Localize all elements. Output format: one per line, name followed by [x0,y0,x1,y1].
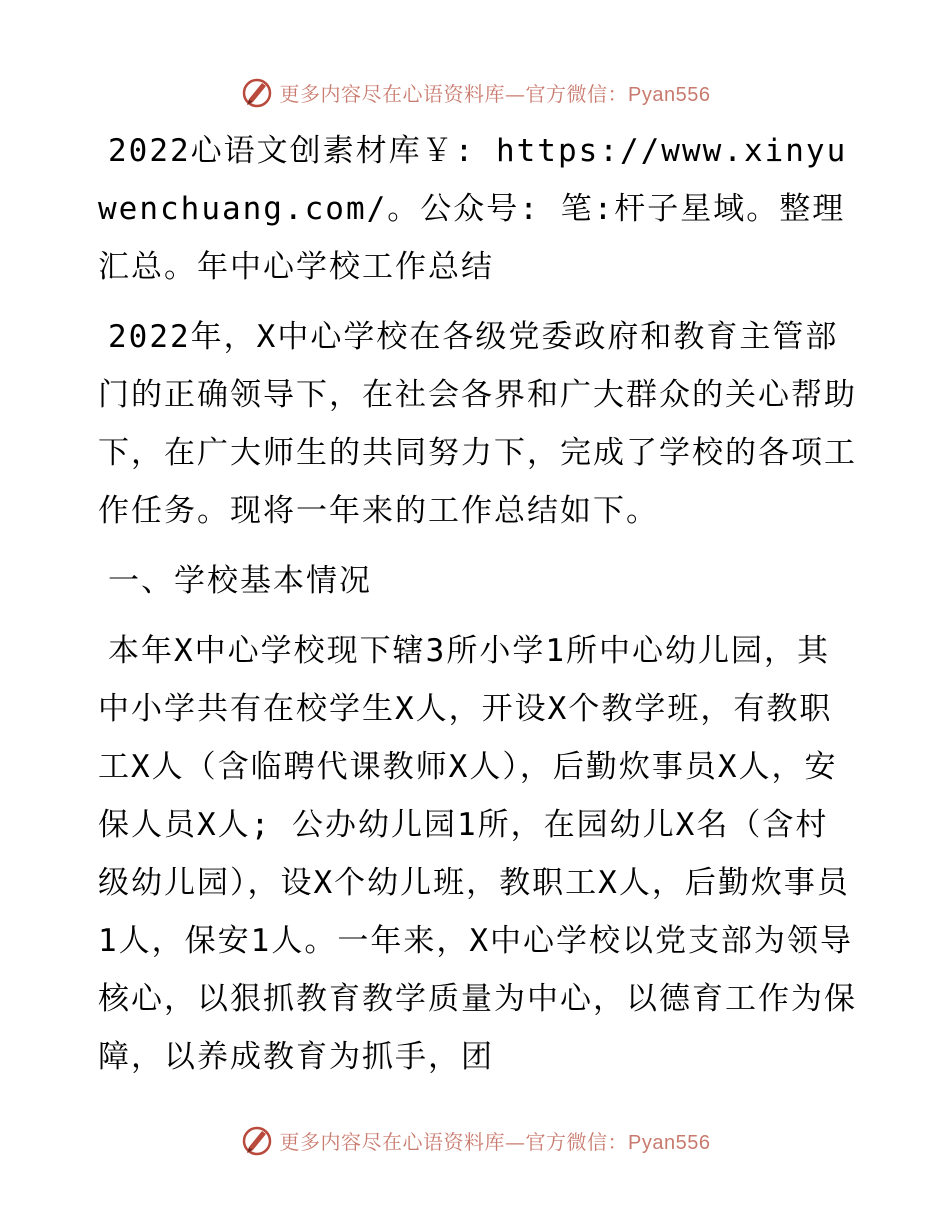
paragraph-summary: 2022年，X中心学校在各级党委政府和教育主管部门的正确领导下，在社会各界和广大群众的关心帮助下，在广大师生的共同努力下，完成了学校的各项工作任务。现将一年来的工作总结如下。 [98,319,857,529]
paragraph-basic-info: 本年X中心学校现下辖3所小学1所中心幼儿园，其中小学共有在校学生X人，开设X个教学班，有教职工X人（含临聘代课教师X人），后勤炊事员X人，安保人员X人; 公办幼儿园1所，在园幼儿X名（含村级幼儿园），设X个幼儿班，教职工X人，后勤炊事员1人，保安1人。一年来，X中心学校以党支部为领导核心，以狠抓教育教学质量为中心，以德育工作为保障，以养成教育为抓手，团 [98,633,857,1075]
pen-writing-logo-icon [240,75,274,109]
banner-text: 更多内容尽在心语资料库—官方微信： [279,1129,629,1154]
footer-banner [0,1120,950,1160]
section-heading: 一、学校基本情况 [108,563,372,599]
paragraph-intro: 2022心语文创素材库￥: https://www.xinyuwenchuang.com/。公众号: 笔:杆子星域。整理汇总。年中心学校工作总结 [98,133,848,285]
banner-handle: Pyan556 [628,83,711,106]
banner-label [280,1126,711,1155]
pen-writing-logo-icon [240,1123,274,1157]
banner-handle: Pyan556 [628,1131,711,1154]
banner-text: 更多内容尽在心语资料库—官方微信： [279,81,629,106]
header-banner [0,72,950,112]
document-body [98,122,858,1098]
banner-label [280,78,711,107]
